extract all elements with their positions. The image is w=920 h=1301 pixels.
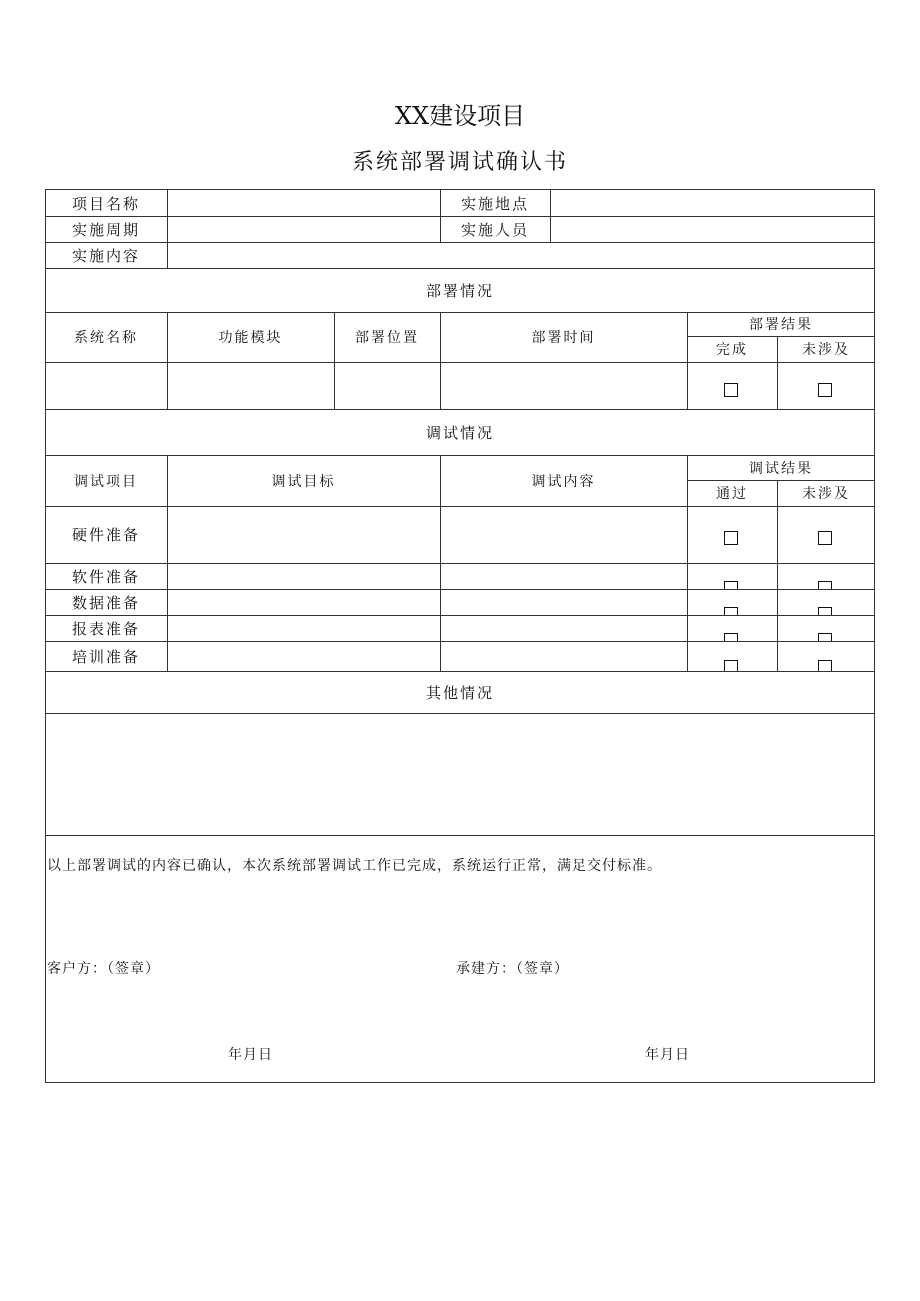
header-item: 调试项目 (74, 473, 138, 490)
checkbox-report-pass[interactable] (724, 633, 738, 641)
customer-date: 年月日 (228, 1047, 273, 1063)
doc-title: XX建设项目 (394, 102, 526, 130)
checkbox-deploy-na[interactable] (818, 383, 832, 397)
header-target: 调试目标 (271, 473, 336, 490)
row-line (45, 506, 875, 507)
header-position: 部署位置 (355, 330, 419, 346)
label-content: 实施内容 (71, 246, 140, 265)
row-line (45, 615, 875, 616)
debug-row-label: 硬件准备 (71, 526, 140, 544)
header-na: 未涉及 (802, 486, 850, 502)
checkbox-report-na[interactable] (818, 633, 832, 641)
debug-row-label: 培训准备 (71, 647, 140, 666)
row-line (45, 362, 875, 363)
checkbox-software-pass[interactable] (724, 581, 738, 589)
label-period: 实施周期 (71, 220, 140, 239)
header-result: 部署结果 (749, 317, 813, 333)
label-location: 实施地点 (460, 194, 529, 213)
checkbox-data-pass[interactable] (724, 607, 738, 615)
contractor-signature: 承建方：（签章） (456, 961, 569, 977)
header-na: 未涉及 (802, 342, 850, 358)
border (45, 1082, 875, 1083)
checkbox-hardware-pass[interactable] (724, 531, 738, 545)
row-line (45, 563, 875, 564)
header-content: 调试内容 (531, 473, 596, 490)
row-line (45, 835, 875, 836)
checkbox-training-na[interactable] (818, 660, 832, 671)
label-project-name: 项目名称 (71, 194, 140, 213)
customer-signature: 客户方：（签章） (47, 961, 160, 977)
checkbox-data-na[interactable] (818, 607, 832, 615)
col-line (167, 189, 168, 268)
row-line (45, 242, 875, 243)
checkbox-training-pass[interactable] (724, 660, 738, 671)
contractor-date: 年月日 (645, 1047, 690, 1063)
label-staff: 实施人员 (460, 220, 529, 239)
header-time: 部署时间 (531, 330, 596, 346)
debug-row-label: 数据准备 (71, 593, 140, 612)
debug-row-label: 报表准备 (71, 619, 140, 638)
doc-subtitle: 系统部署调试确认书 (351, 150, 568, 175)
confirm-statement: 以上部署调试的内容已确认，本次系统部署调试工作已完成，系统运行正常，满足交付标准。 (47, 858, 662, 874)
checkbox-hardware-na[interactable] (818, 531, 832, 545)
debug-row-label: 软件准备 (71, 567, 140, 586)
section-other: 其他情况 (425, 683, 494, 702)
row-line (45, 589, 875, 590)
checkbox-deploy-done[interactable] (724, 383, 738, 397)
header-result: 调试结果 (749, 460, 813, 477)
checkbox-software-na[interactable] (818, 581, 832, 589)
header-module: 功能模块 (218, 330, 283, 346)
row-line (45, 713, 875, 714)
section-deploy: 部署情况 (425, 281, 494, 300)
section-debug: 调试情况 (425, 423, 494, 442)
col-line (550, 189, 551, 242)
header-done: 完成 (716, 342, 748, 358)
header-system: 系统名称 (74, 330, 138, 346)
row-line (45, 641, 875, 642)
col-line (777, 480, 778, 671)
header-pass: 通过 (716, 486, 748, 502)
